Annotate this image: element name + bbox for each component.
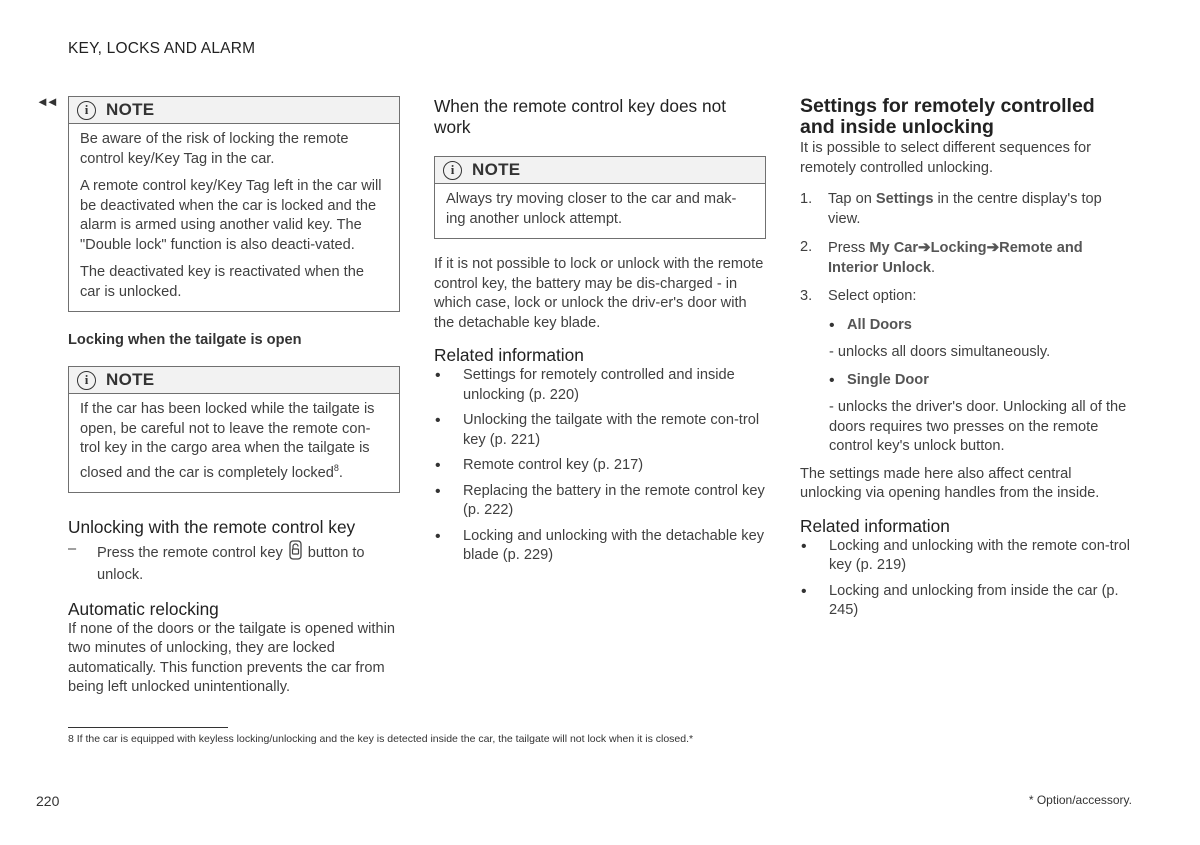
note-paragraph: A remote control key/Key Tag left in the car will be deactivated when the car is locked and the alarm is armed using another valid key. The "Double lock" function is also deacti-vated.: [80, 178, 382, 253]
menu-my-car: My Car: [869, 240, 919, 256]
instruction-text: Press the remote control key: [97, 544, 283, 561]
step-number: 1.: [800, 191, 813, 207]
column-3: [800, 96, 1132, 627]
note-body: [435, 184, 765, 238]
subheading-tailgate-open: Locking when the tailgate is open: [68, 332, 302, 348]
instruction-text: button to unlock.: [97, 544, 365, 584]
note-header: [69, 367, 399, 394]
arrow-right-icon: ➔: [918, 239, 931, 256]
note-title: NOTE: [106, 370, 155, 389]
heading-related-information: Related information: [434, 345, 584, 365]
option-description: - unlocks all doors simultaneously.: [829, 344, 1051, 360]
note-paragraph: [80, 400, 388, 483]
note-box-tailgate: [68, 366, 400, 493]
step-text: in the centre display's top view.: [828, 191, 1102, 227]
remote-key-unlock-icon: [289, 540, 302, 567]
heading-automatic-relocking: Automatic relocking: [68, 598, 219, 619]
related-link[interactable]: • Locking and unlocking with the remote con-trol key (p. 219): [800, 537, 1132, 576]
paragraph-settings-effect: The settings made here also affect central unlocking via opening handles from the inside.: [800, 465, 1100, 501]
paragraph-relocking: If none of the doors or the tailgate is opened within two minutes of unlocking, they are locked automatically. This function prevents the car from being left unlocked unintentionally.: [68, 620, 395, 696]
menu-locking: Locking: [930, 240, 987, 256]
step-text: Press: [828, 240, 866, 256]
continued-icon: ◄◄: [36, 94, 56, 109]
related-link[interactable]: • Remote control key (p. 217): [434, 456, 766, 476]
column-2: [434, 96, 766, 572]
arrow-right-icon: ➔: [986, 239, 1000, 256]
note-title: NOTE: [106, 100, 155, 119]
related-link[interactable]: • Locking and unlocking from inside the car (p. 245): [800, 582, 1132, 621]
option-all-doors: • All Doors: [829, 316, 1132, 336]
note-text-end: .: [338, 464, 343, 481]
footnote: 8 If the car is equipped with keyless locking/unlocking and the key is detected inside the car, the tailgate will not lock when it is closed.*: [68, 733, 694, 745]
related-list: [800, 537, 1132, 621]
note-paragraph: Always try moving closer to the car and mak-ing another unlock attempt.: [446, 191, 737, 227]
note-title: NOTE: [472, 160, 521, 179]
related-link[interactable]: • Settings for remotely controlled and inside unlocking (p. 220): [434, 366, 766, 405]
info-icon: i: [77, 101, 96, 120]
related-link[interactable]: • Unlocking the tailgate with the remote con-trol key (p. 221): [434, 411, 766, 450]
step-number: 2.: [800, 239, 813, 255]
related-link[interactable]: • Locking and unlocking with the detachable key blade (p. 229): [434, 527, 766, 566]
page-number: 220: [36, 793, 60, 809]
note-box-move-closer: [434, 156, 766, 239]
heading-unlocking-remote: Unlocking with the remote control key: [68, 516, 356, 537]
step-2: [800, 238, 1132, 278]
note-header: [69, 97, 399, 124]
step-3: [800, 287, 1132, 307]
footnote-ref[interactable]: 8: [333, 462, 339, 473]
note-text: If the car has been locked while the tailgate is open, be careful not to leave the remote con-trol key in the cargo area when the tailgate is closed and the car is completely locked: [80, 401, 375, 481]
heading-key-not-working: When the remote control key does not work: [434, 96, 727, 137]
option-accessory-note: * Option/accessory.: [1028, 793, 1132, 807]
info-icon: i: [77, 371, 96, 390]
footnote-divider: [68, 727, 228, 728]
heading-related-information: Related information: [800, 515, 950, 536]
note-body: [69, 394, 399, 492]
menu-remote-interior-unlock: Remote and Interior Unlock: [828, 240, 1083, 276]
related-list: [434, 366, 766, 566]
step-1: [800, 190, 1132, 229]
info-icon: i: [443, 161, 462, 180]
step-number: 3.: [800, 288, 813, 304]
option-description: - unlocks the driver's door. Unlocking all of the doors requires two presses on the remote control key's unlock button.: [829, 399, 1127, 454]
step-text: .: [930, 259, 936, 276]
note-paragraph: The deactivated key is reactivated when the car is unlocked.: [80, 264, 364, 300]
note-paragraph: Be aware of the risk of locking the remote control key/Key Tag in the car.: [80, 131, 349, 167]
note-body: [69, 124, 399, 311]
step-text: Select option:: [828, 288, 917, 304]
section-header: KEY, LOCKS AND ALARM: [68, 40, 256, 57]
paragraph-intro: It is possible to select different sequences for remotely controlled unlocking.: [800, 140, 1091, 176]
note-header: [435, 157, 765, 184]
note-box-key-risk: [68, 96, 400, 312]
step-text: Tap on: [828, 191, 872, 207]
paragraph-battery: If it is not possible to lock or unlock with the remote control key, the battery may be dis-charged - in which case, lock or unlock the driv-er's door with the detachable key blade.: [434, 256, 764, 331]
menu-settings: Settings: [875, 191, 934, 207]
related-link[interactable]: • Replacing the battery in the remote control key (p. 222): [434, 482, 766, 521]
option-single-door: • Single Door: [829, 371, 1132, 391]
instruction-unlock: [68, 540, 400, 586]
dash-marker: –: [68, 540, 77, 557]
heading-settings-unlocking: Settings for remotely controlled and inside unlocking: [800, 95, 1095, 138]
column-1: [68, 96, 400, 698]
steps-list: [800, 190, 1132, 307]
